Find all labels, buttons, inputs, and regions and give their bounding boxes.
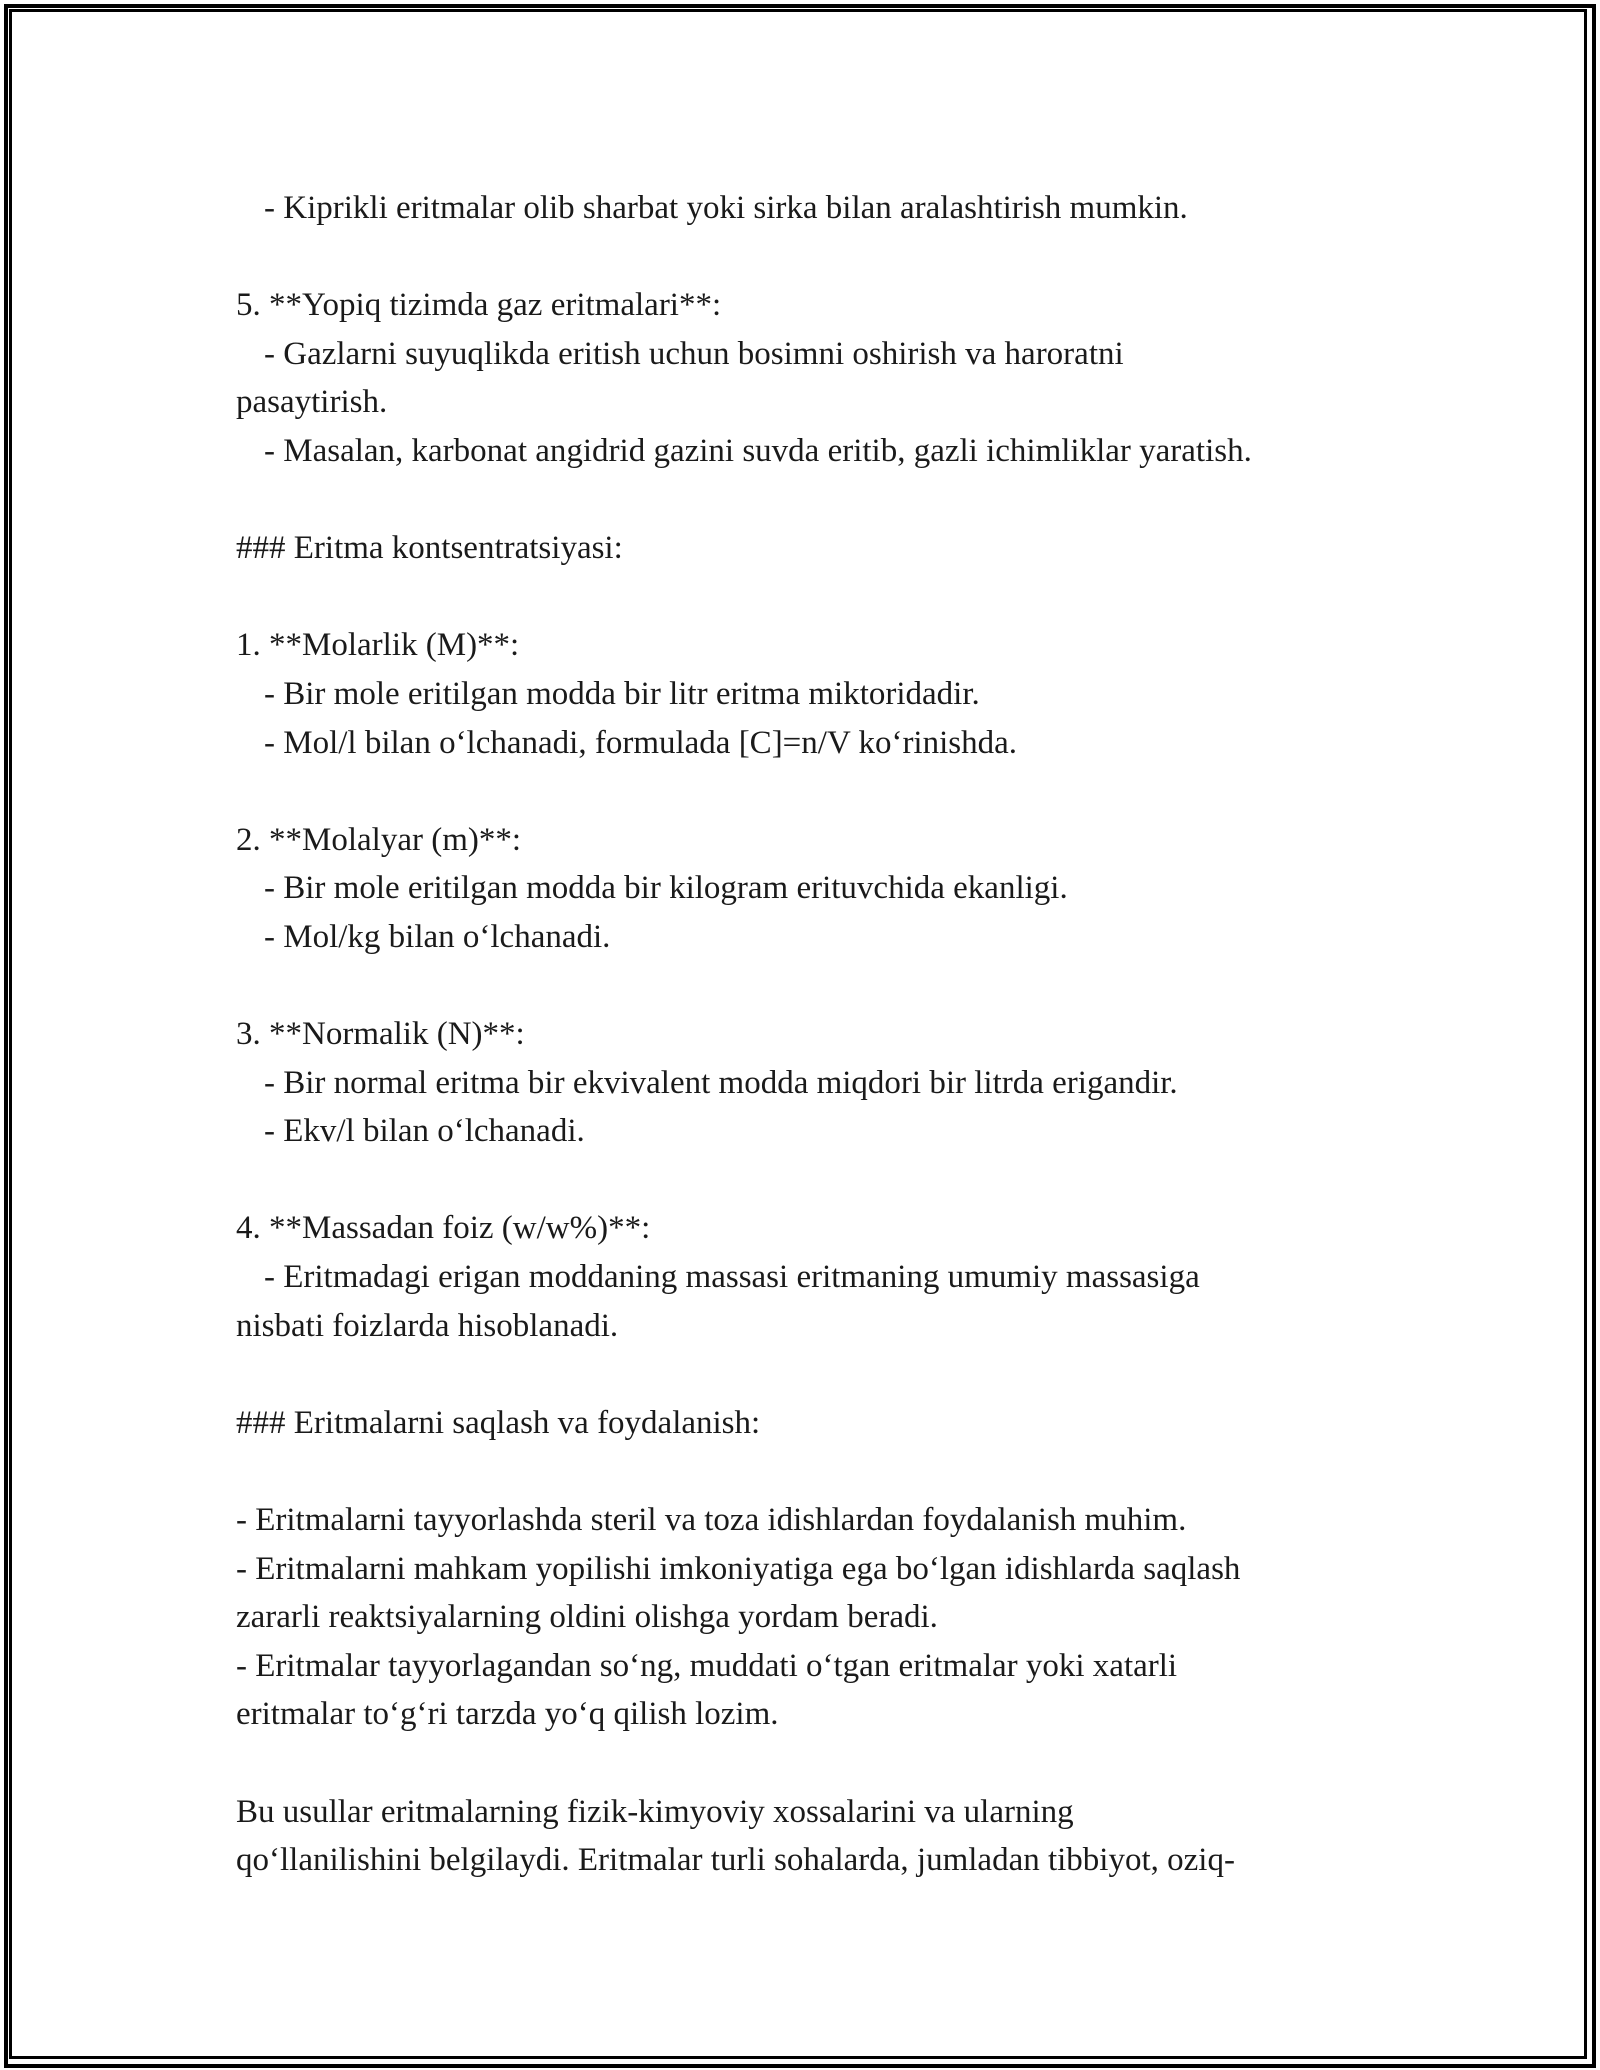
numbered-heading: 4. **Massadan foiz (w/w%)**: — [236, 1210, 651, 1247]
blank-line — [236, 476, 1416, 525]
blank-line — [236, 233, 1416, 282]
bullet-line: - Bir mole eritilgan modda bir litr eritma miktoridadir. — [264, 675, 980, 712]
blank-line — [236, 1739, 1416, 1788]
bullet-line: - Gazlarni suyuqlikda eritish uchun bosimni oshirish va haroratni — [264, 335, 1124, 372]
paragraph-line: qo‘llanilishini belgilaydi. Eritmalar turli sohalarda, jumladan tibbiyot, oziq- — [236, 1842, 1235, 1879]
paragraph-line: Bu usullar eritmalarning fizik-kimyoviy xossalarini va ularning — [236, 1793, 1074, 1830]
blank-line — [236, 1447, 1416, 1496]
blank-line — [236, 1350, 1416, 1399]
document-body — [236, 184, 1416, 1885]
blank-line — [236, 573, 1416, 622]
bullet-line: - Mol/l bilan o‘lchanadi, formulada [C]=n/V ko‘rinishda. — [264, 724, 1018, 761]
blank-line — [236, 962, 1416, 1011]
bullet-line: - Bir normal eritma bir ekvivalent modda miqdori bir litrda erigandir. — [264, 1064, 1178, 1101]
numbered-heading: 3. **Normalik (N)**: — [236, 1016, 525, 1053]
continuation-line: nisbati foizlarda hisoblanadi. — [236, 1307, 619, 1344]
bullet-line: - Eritmalarni tayyorlashda steril va toza idishlardan foydalanish muhim. — [236, 1502, 1187, 1539]
bullet-line: - Eritmalarni mahkam yopilishi imkoniyatiga ega bo‘lgan idishlarda saqlash — [236, 1550, 1241, 1587]
bullet-line: - Bir mole eritilgan modda bir kilogram erituvchida ekanligi. — [264, 870, 1068, 907]
continuation-line: zararli reaktsiyalarning oldini olishga yordam beradi. — [236, 1599, 938, 1636]
section-heading: ### Eritma kontsentratsiyasi: — [236, 530, 623, 567]
numbered-heading: 2. **Molalyar (m)**: — [236, 821, 522, 858]
numbered-heading: 1. **Molarlik (M)**: — [236, 627, 520, 664]
bullet-line: - Kiprikli eritmalar olib sharbat yoki sirka bilan aralashtirish mumkin. — [264, 190, 1188, 226]
section-heading: ### Eritmalarni saqlash va foydalanish: — [236, 1404, 761, 1441]
blank-line — [236, 1156, 1416, 1205]
bullet-line: - Ekv/l bilan o‘lchanadi. — [264, 1113, 585, 1150]
continuation-line: pasaytirish. — [236, 384, 388, 421]
numbered-heading: 5. **Yopiq tizimda gaz eritmalari**: — [236, 287, 722, 324]
bullet-line: - Eritmadagi erigan moddaning massasi eritmaning umumiy massasiga — [264, 1259, 1200, 1296]
continuation-line: eritmalar to‘g‘ri tarzda yo‘q qilish lozim. — [236, 1696, 779, 1733]
bullet-line: - Mol/kg bilan o‘lchanadi. — [264, 918, 611, 955]
bullet-line: - Masalan, karbonat angidrid gazini suvda eritib, gazli ichimliklar yaratish. — [264, 432, 1252, 469]
bullet-line: - Eritmalar tayyorlagandan so‘ng, muddati o‘tgan eritmalar yoki xatarli — [236, 1647, 1178, 1684]
blank-line — [236, 767, 1416, 816]
